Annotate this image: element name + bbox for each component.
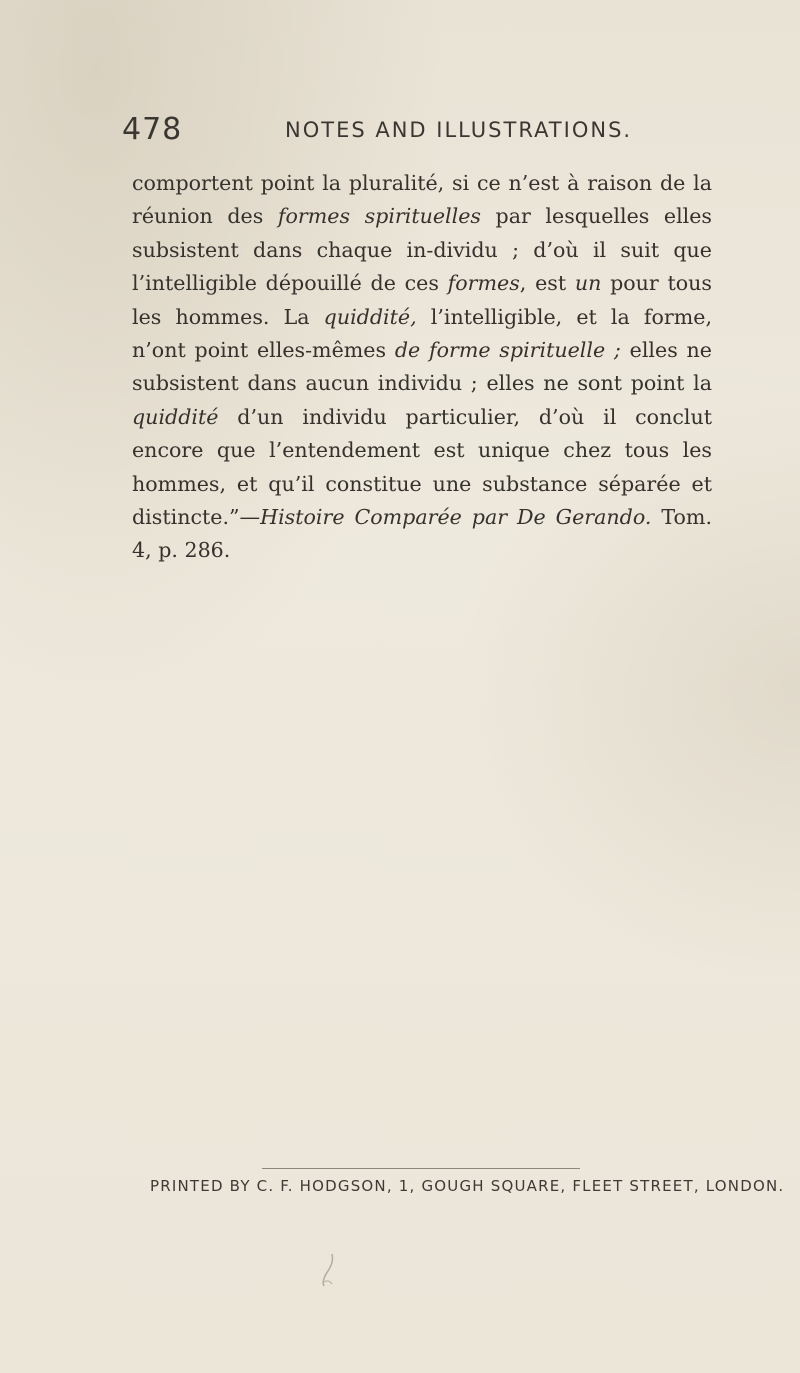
page-header (122, 112, 722, 152)
text-run: elles ne subsistent dans aucun individu ; elles ne sont point la (132, 338, 712, 396)
running-head: NOTES AND ILLUSTRATIONS. (285, 118, 633, 142)
italic-run: quiddité (132, 404, 219, 429)
ink-smudge (318, 1252, 340, 1288)
page-number: 478 (122, 112, 183, 147)
footer-rule (262, 1168, 580, 1169)
citation-reference: Tom. 4, p. 286. (132, 505, 712, 563)
citation-title: Histoire Comparée par De Gerando. (260, 505, 652, 530)
text-run: l’intelligible, et la forme, n’ont point elles-mêmes (132, 304, 712, 363)
text-run: pour tous les hommes. La (132, 271, 712, 329)
text-run: par lesquelles elles subsistent dans chaque in-dividu ; d’où il suit que l’intelligible dépouillé de ces (132, 204, 712, 296)
italic-run: un (574, 271, 602, 296)
printer-imprint: PRINTED BY C. F. HODGSON, 1, GOUGH SQUARE, FLEET STREET, LONDON. (150, 1177, 785, 1195)
italic-run: formes spirituelles (277, 204, 481, 229)
italic-run: formes (447, 271, 520, 296)
italic-run: de forme spirituelle ; (394, 338, 621, 363)
text-run: d’un individu particulier, d’où il conclut encore que l’entendement est unique chez tous les hommes, et qu’il constitue une substance séparée et distincte.”— (132, 404, 712, 530)
italic-run: quiddité, (323, 304, 417, 329)
text-run: , est (519, 271, 575, 296)
text-run: comportent point la pluralité, si ce n’est à raison de la réunion des (132, 171, 712, 229)
quotation-paragraph (132, 167, 712, 568)
